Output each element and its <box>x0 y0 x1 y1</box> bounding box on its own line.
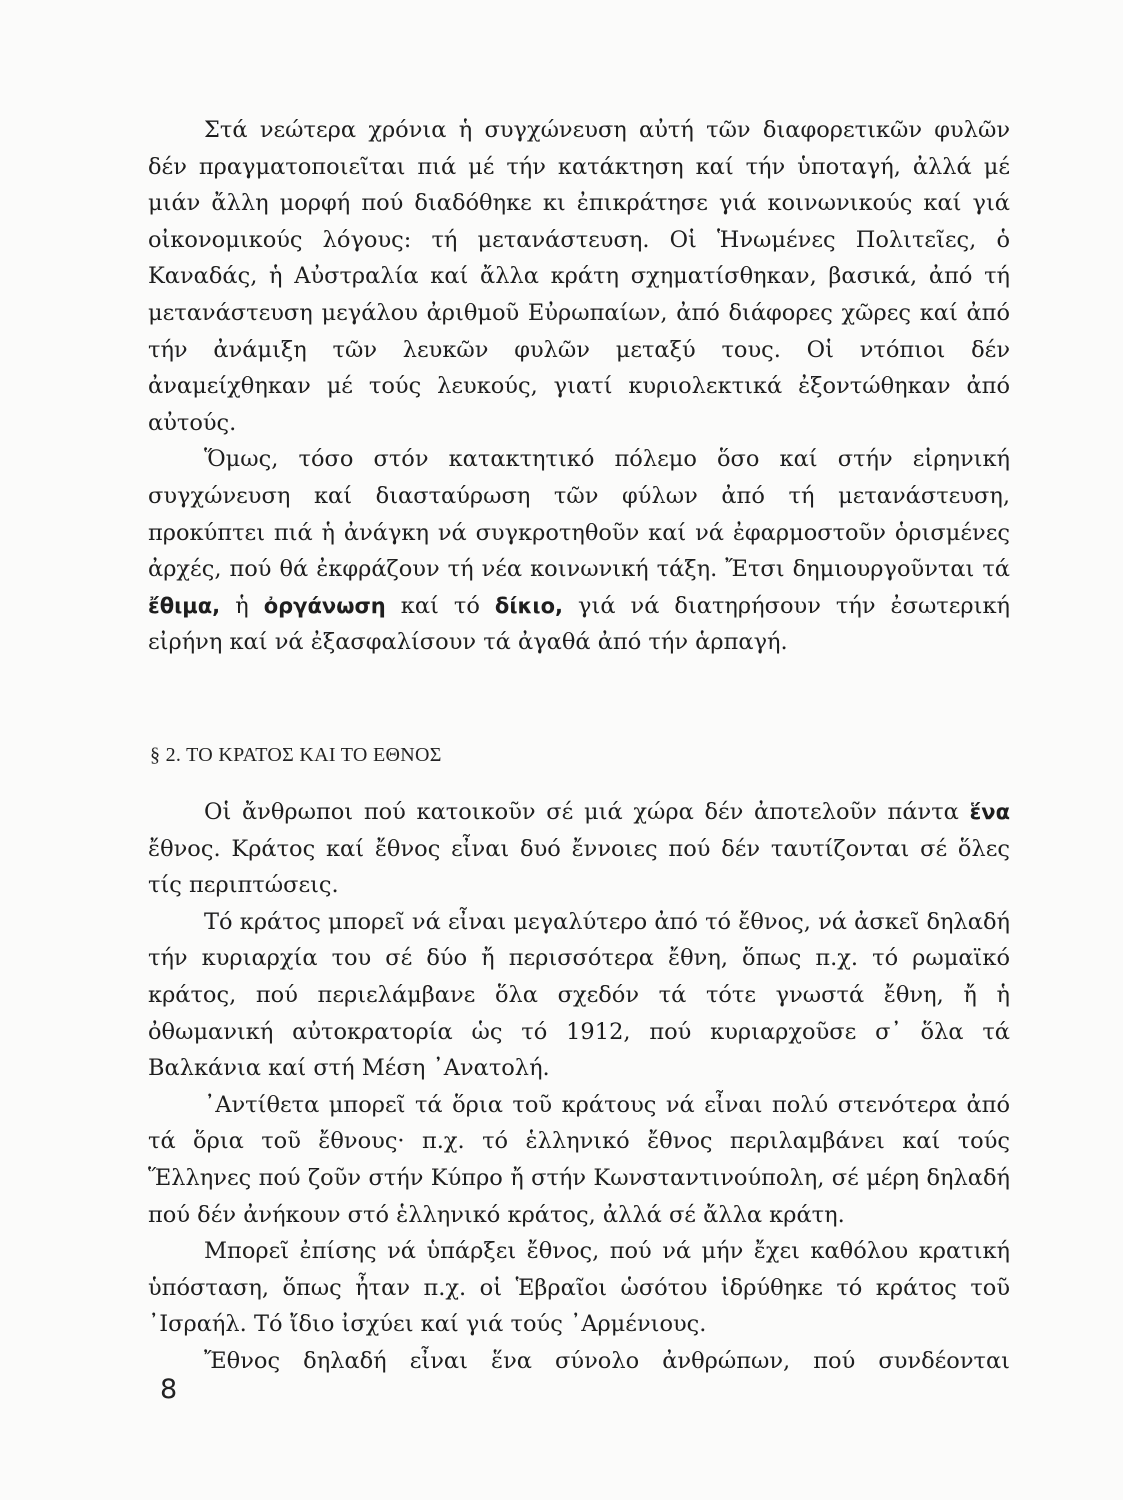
term-organization: ὀργάνωση <box>263 593 386 618</box>
paragraph-customs-text-4: γιά νά διατηρήσουν τήν ἐσωτερική εἰρήνη καί νά ἐξασφαλίσουν τά ἀγαθά ἀπό τήν ἁρπαγή. <box>148 592 1011 656</box>
paragraph-state-nation-text-2: ἔθνος. Κράτος καί ἔθνος εἶναι δυό ἔννοιες πού δέν ταυτίζονται σέ ὅλες τίς περιπτώσεις. <box>148 835 1010 899</box>
section-heading: § 2. ΤΟ ΚΡΑΤΟΣ ΚΑΙ ΤΟ ΕΘΝΟΣ <box>150 744 442 766</box>
paragraph-stateless-nation: Μπορεῖ ἐπίσης νά ὑπάρξει ἔθνος, πού νά μήν ἔχει καθόλου κρατική ὑπόσταση, ὅπως ἦταν π.χ. οἱ Ἑβραῖοι ὡσότου ἱδρύθηκε τό κράτος τοῦ ᾿Ισραήλ. Τό ἴδιο ἰσχύει καί γιά τούς ᾿Αρμένιους. <box>148 1238 1010 1338</box>
paragraph-larger-state: Τό κράτος μπορεῖ νά εἶναι μεγαλύτερο ἀπό τό ἔθνος, νά ἀσκεῖ δηλαδή τήν κυριαρχία του σέ δύο ἤ περισσότερα ἔθνη, ὅπως π.χ. τό ρωμαϊκό κράτος, πού περιελάμβανε ὅλα σχεδόν τά τότε γνωστά ἔθνη, ἤ ἡ ὀθωμανική αὐτοκρατορία ὡς τό 1912, πού κυριαρχοῦσε σ᾿ ὅλα τά Βαλκάνια καί στή Μέση ᾿Ανατολή. <box>148 908 1010 1082</box>
term-customs: ἔθιμα, <box>148 593 221 618</box>
paragraph-nation-definition: Ἔθνος δηλαδή εἶναι ἕνα σύνολο ἀνθρώπων, πού συνδέονται <box>204 1347 1010 1374</box>
text-block-top <box>148 112 1010 661</box>
paragraph-customs <box>148 441 1010 661</box>
paragraph-state-nation-text-1: Οἱ ἄνθρωποι πού κατοικοῦν σέ μιά χώρα δέν ἀποτελοῦν πάντα <box>204 799 970 825</box>
paragraph-customs-text-2: ἡ <box>220 592 264 619</box>
term-one: ἕνα <box>969 800 1010 824</box>
paragraph-customs-text-3: καί τό <box>385 592 495 619</box>
text-block-bottom <box>148 794 1010 1380</box>
paragraph-migration: Στά νεώτερα χρόνια ἡ συγχώνευση αὐτή τῶν διαφορετικῶν φυλῶν δέν πραγματοποιεῖται πιά μέ τήν κατάκτηση καί τήν ὑποταγή, ἀλλά μέ μιάν ἄλλη μορφή πού διαδόθηκε κι ἐπικράτησε γιά κοινωνικούς καί γιά οἰκονομικούς λόγους: τή μετανάστευση. Οἱ Ἡνωμένες Πολιτεῖες, ὁ Καναδάς, ἡ Αὐστραλία καί ἄλλα κράτη σχηματίσθηκαν, βασικά, ἀπό τή μετανάστευση μεγάλου ἀριθμοῦ Εὐρωπαίων, ἀπό διάφορες χῶρες καί ἀπό τήν ἀνάμιξη τῶν λευκῶν φυλῶν μεταξύ τους. Οἱ ντόπιοι δέν ἀναμείχθηκαν μέ τούς λευκούς, γιατί κυριολεκτικά ἐξοντώθηκαν ἀπό αὐτούς. <box>148 117 1010 436</box>
page-number: 8 <box>160 1374 178 1405</box>
paragraph-state-nation <box>148 794 1010 904</box>
term-justice: δίκιο, <box>494 593 564 618</box>
paragraph-customs-text-1: Ὅμως, τόσο στόν κατακτητικό πόλεμο ὅσο καί στήν εἰρηνική συγχώνευση καί διασταύρωση τῶν φύλων ἀπό τή μετανάστευση, προκύπτει πιά ἡ ἀνάγκη νά συγκροτηθοῦν καί νά ἐφαρμοστοῦν ὁρισμένες ἀρχές, πού θά ἐκφράζουν τή νέα κοινωνική τάξη. Ἔτσι δημιουργοῦνται τά <box>148 446 1010 583</box>
paragraph-narrower-state: ᾿Αντίθετα μπορεῖ τά ὅρια τοῦ κράτους νά εἶναι πολύ στενότερα ἀπό τά ὅρια τοῦ ἔθνους· π.χ. τό ἑλληνικό ἔθνος περιλαμβάνει καί τούς Ἕλληνες πού ζοῦν στήν Κύπρο ἤ στήν Κωνσταντινούπολη, σέ μέρη δηλαδή πού δέν ἀνήκουν στό ἑλληνικό κράτος, ἀλλά σέ ἄλλα κράτη. <box>148 1091 1010 1228</box>
